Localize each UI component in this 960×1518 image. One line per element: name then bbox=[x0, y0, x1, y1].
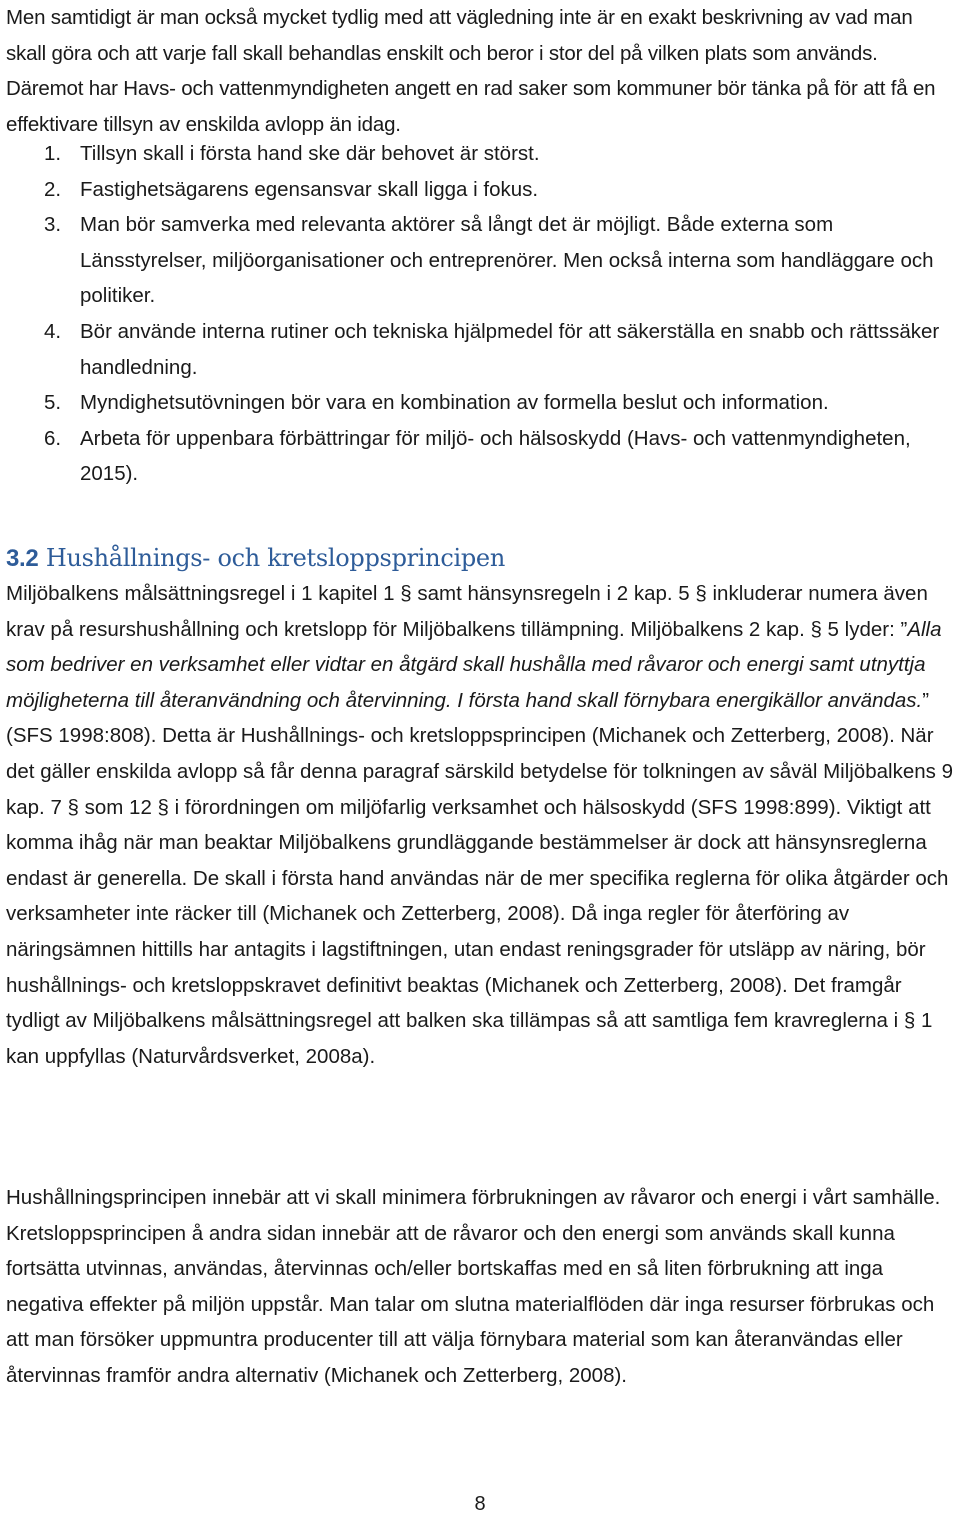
paragraph-rest: ” (SFS 1998:808). Detta är Hushållnings- och kretsloppsprincipen (Michanek och Zetterberg, 2008). När det gäller enskilda avlopp så får denna paragraf särskild betydelse för tolkningen av såväl Miljöbalkens 9 kap. 7 § som 12 § i förordningen om miljöfarlig verksamhet och hälsoskydd (SFS 1998:899). Viktigt att komma ihåg när man beaktar Miljöbalkens grundläggande bestämmelser är dock att hänsynsreglerna endast är generella. De skall i första hand användas när de mer specifika reglerna för olika åtgärder och verksamheter inte räcker till (Michanek och Zetterberg, 2008). Då inga regler för återföring av näringsämnen hittills har antagits i lagstiftningen, utan endast reningsgrader för utsläpp av näring, bör hushållnings- och kretsloppskravet definitivt beaktas (Michanek och Zetterberg, 2008). Det framgår tydligt av Miljöbalkens målsättningsregel att balken ska tillämpas så att samtliga fem kravreglerna i § 1 kan uppfyllas (Naturvårdsverket, 2008a). bbox=[6, 688, 953, 1068]
legal-quote: Alla som bedriver en verksamhet eller vidtar en åtgärd skall hushålla med råvaror och energi samt utnyttja möjligheterna till återanvändning och återvinning. I första hand skall förnybara energikällor användas. bbox=[6, 617, 942, 712]
list-item bbox=[6, 207, 958, 314]
section-paragraph bbox=[6, 576, 958, 1074]
list-item bbox=[6, 136, 958, 172]
intro-paragraph: Men samtidigt är man också mycket tydlig med att vägledning inte är en exakt beskrivning av vad man skall göra och att varje fall skall behandlas enskilt och beror i stor del på vilken plats som används. Däremot har Havs- och vattenmyndigheten angett en rad saker som kommuner bör tänka på för att få en effektivare tillsyn av enskilda avlopp än idag. bbox=[6, 6, 936, 136]
list-item-text: Man bör samverka med relevanta aktörer så långt det är möjligt. Både externa som Länsstyrelser, miljöorganisationer och entreprenörer. Men också interna som handläggare och politiker. bbox=[80, 213, 934, 308]
list-item-number: 2. bbox=[44, 177, 62, 201]
list-item-number: 3. bbox=[44, 213, 62, 237]
page-number: 8 bbox=[474, 1493, 486, 1515]
list-item-text: Arbeta för uppenbara förbättringar för miljö- och hälsoskydd (Havs- och vattenmyndigheten, 2015). bbox=[80, 426, 911, 486]
list-item bbox=[6, 172, 958, 208]
principle-paragraph: Hushållningsprincipen innebär att vi skall minimera förbrukningen av råvaror och energi i vårt samhälle. Kretsloppsprincipen å andra sidan innebär att de råvaror och den energi som används skall kunna fortsätta utvinnas, användas, återvinnas och/eller bortskaffas med en så liten förbrukning att inga negativa effekter på miljön uppstår. Man talar om slutna materialflöden där inga resurser förbrukas och att man försöker uppmuntra producenter till att välja förnybara material som kan återanvändas eller återvinnas framför andra alternativ (Michanek och Zetterberg, 2008). bbox=[6, 1186, 941, 1387]
list-item-number: 5. bbox=[44, 391, 62, 415]
list-item bbox=[6, 385, 958, 421]
list-item-number: 1. bbox=[44, 142, 62, 165]
list-item-text: Myndighetsutövningen bör vara en kombination av formella beslut och information. bbox=[80, 391, 829, 415]
list-item bbox=[6, 421, 958, 492]
list-item-text: Tillsyn skall i första hand ske där behovet är störst. bbox=[80, 142, 540, 165]
list-item bbox=[6, 314, 958, 385]
list-item-text: Bör använde interna rutiner och tekniska hjälpmedel för att säkerställa en snabb och rättssäker handledning. bbox=[80, 319, 940, 379]
section-number: 3.2 bbox=[6, 545, 39, 572]
list-item-number: 6. bbox=[44, 426, 62, 450]
section-title: Hushållnings- och kretsloppsprincipen bbox=[45, 544, 505, 572]
list-item-text: Fastighetsägarens egensansvar skall ligga i fokus. bbox=[80, 177, 539, 201]
recommendation-list bbox=[6, 136, 958, 492]
list-item-number: 4. bbox=[44, 319, 62, 343]
paragraph-lead: Miljöbalkens målsättningsregel i 1 kapitel 1 § samt hänsynsregeln i 2 kap. 5 § inkluderar numera även krav på resurshushållning och kretslopp för Miljöbalkens tillämpning. Miljöbalkens 2 kap. § 5 lyder: ” bbox=[6, 582, 928, 641]
section-heading bbox=[6, 540, 505, 577]
